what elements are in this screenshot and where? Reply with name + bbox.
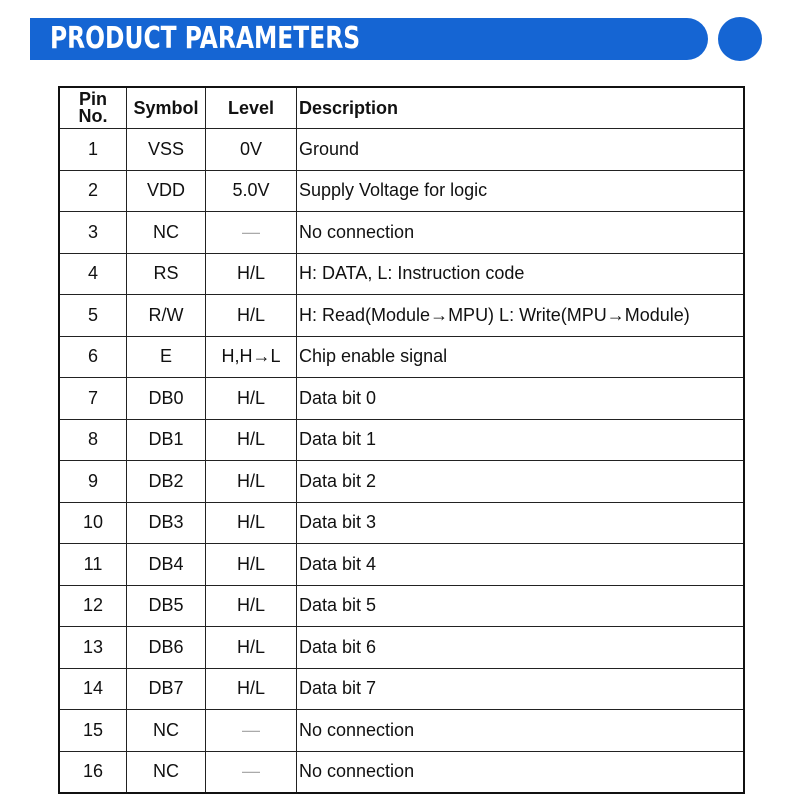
cell-level: H/L	[206, 419, 297, 461]
cell-level: H,H→L	[206, 336, 297, 378]
cell-pin: 3	[59, 212, 127, 254]
table-row	[59, 212, 744, 254]
cell-symbol: DB5	[127, 585, 206, 627]
table-row	[59, 751, 744, 793]
cell-level: —	[206, 212, 297, 254]
cell-pin: 4	[59, 253, 127, 295]
table-row	[59, 710, 744, 752]
cell-description: Data bit 2	[297, 461, 745, 503]
cell-level: H/L	[206, 253, 297, 295]
table-row	[59, 585, 744, 627]
cell-pin: 6	[59, 336, 127, 378]
col-header-level: Level	[206, 87, 297, 129]
cell-description: Data bit 0	[297, 378, 745, 420]
cell-symbol: R/W	[127, 295, 206, 337]
col-header-pin	[59, 87, 127, 129]
cell-description: No connection	[297, 710, 745, 752]
cell-pin: 11	[59, 544, 127, 586]
cell-symbol: NC	[127, 212, 206, 254]
table-row	[59, 295, 744, 337]
col-header-description: Description	[297, 87, 745, 129]
cell-level: H/L	[206, 668, 297, 710]
cell-symbol: RS	[127, 253, 206, 295]
col-header-pin-line1: Pin	[78, 89, 107, 109]
cell-level: H/L	[206, 461, 297, 503]
table-row	[59, 461, 744, 503]
cell-description: Data bit 4	[297, 544, 745, 586]
cell-symbol: DB6	[127, 627, 206, 669]
cell-symbol: DB1	[127, 419, 206, 461]
cell-description: Ground	[297, 129, 745, 171]
cell-description: H: DATA, L: Instruction code	[297, 253, 745, 295]
table-row	[59, 502, 744, 544]
cell-level: H/L	[206, 295, 297, 337]
cell-pin: 12	[59, 585, 127, 627]
cell-pin: 14	[59, 668, 127, 710]
cell-level: H/L	[206, 627, 297, 669]
table-row	[59, 170, 744, 212]
cell-description: Data bit 3	[297, 502, 745, 544]
pin-table	[58, 86, 745, 794]
cell-pin: 5	[59, 295, 127, 337]
decorative-dot	[718, 17, 762, 61]
cell-description: No connection	[297, 212, 745, 254]
cell-level: 5.0V	[206, 170, 297, 212]
cell-symbol: VSS	[127, 129, 206, 171]
cell-description: Data bit 7	[297, 668, 745, 710]
cell-description: Data bit 6	[297, 627, 745, 669]
table-row	[59, 668, 744, 710]
cell-pin: 1	[59, 129, 127, 171]
table-row	[59, 544, 744, 586]
cell-symbol: DB2	[127, 461, 206, 503]
page-title: PRODUCT PARAMETERS	[50, 21, 361, 56]
cell-description: Data bit 5	[297, 585, 745, 627]
table-row	[59, 627, 744, 669]
cell-level: H/L	[206, 585, 297, 627]
cell-pin: 9	[59, 461, 127, 503]
cell-pin: 13	[59, 627, 127, 669]
table-row	[59, 129, 744, 171]
cell-description: Chip enable signal	[297, 336, 745, 378]
table-row	[59, 378, 744, 420]
cell-symbol: NC	[127, 751, 206, 793]
cell-level: H/L	[206, 378, 297, 420]
col-header-pin-line2: No.	[78, 106, 108, 126]
cell-level: 0V	[206, 129, 297, 171]
cell-level: —	[206, 751, 297, 793]
title-banner	[30, 18, 708, 60]
cell-level: H/L	[206, 502, 297, 544]
cell-description: Data bit 1	[297, 419, 745, 461]
cell-symbol: DB0	[127, 378, 206, 420]
cell-pin: 15	[59, 710, 127, 752]
cell-pin: 16	[59, 751, 127, 793]
table-row	[59, 419, 744, 461]
cell-level: H/L	[206, 544, 297, 586]
table-row	[59, 253, 744, 295]
cell-symbol: DB7	[127, 668, 206, 710]
cell-symbol: DB4	[127, 544, 206, 586]
cell-symbol: DB3	[127, 502, 206, 544]
cell-pin: 2	[59, 170, 127, 212]
cell-level: —	[206, 710, 297, 752]
table-row	[59, 336, 744, 378]
table-header-row	[59, 87, 744, 129]
cell-pin: 8	[59, 419, 127, 461]
cell-symbol: E	[127, 336, 206, 378]
col-header-symbol: Symbol	[127, 87, 206, 129]
cell-description: No connection	[297, 751, 745, 793]
cell-symbol: NC	[127, 710, 206, 752]
cell-pin: 10	[59, 502, 127, 544]
cell-description: Supply Voltage for logic	[297, 170, 745, 212]
cell-symbol: VDD	[127, 170, 206, 212]
cell-pin: 7	[59, 378, 127, 420]
cell-description: H: Read(Module→MPU) L: Write(MPU→Module)	[297, 295, 745, 337]
